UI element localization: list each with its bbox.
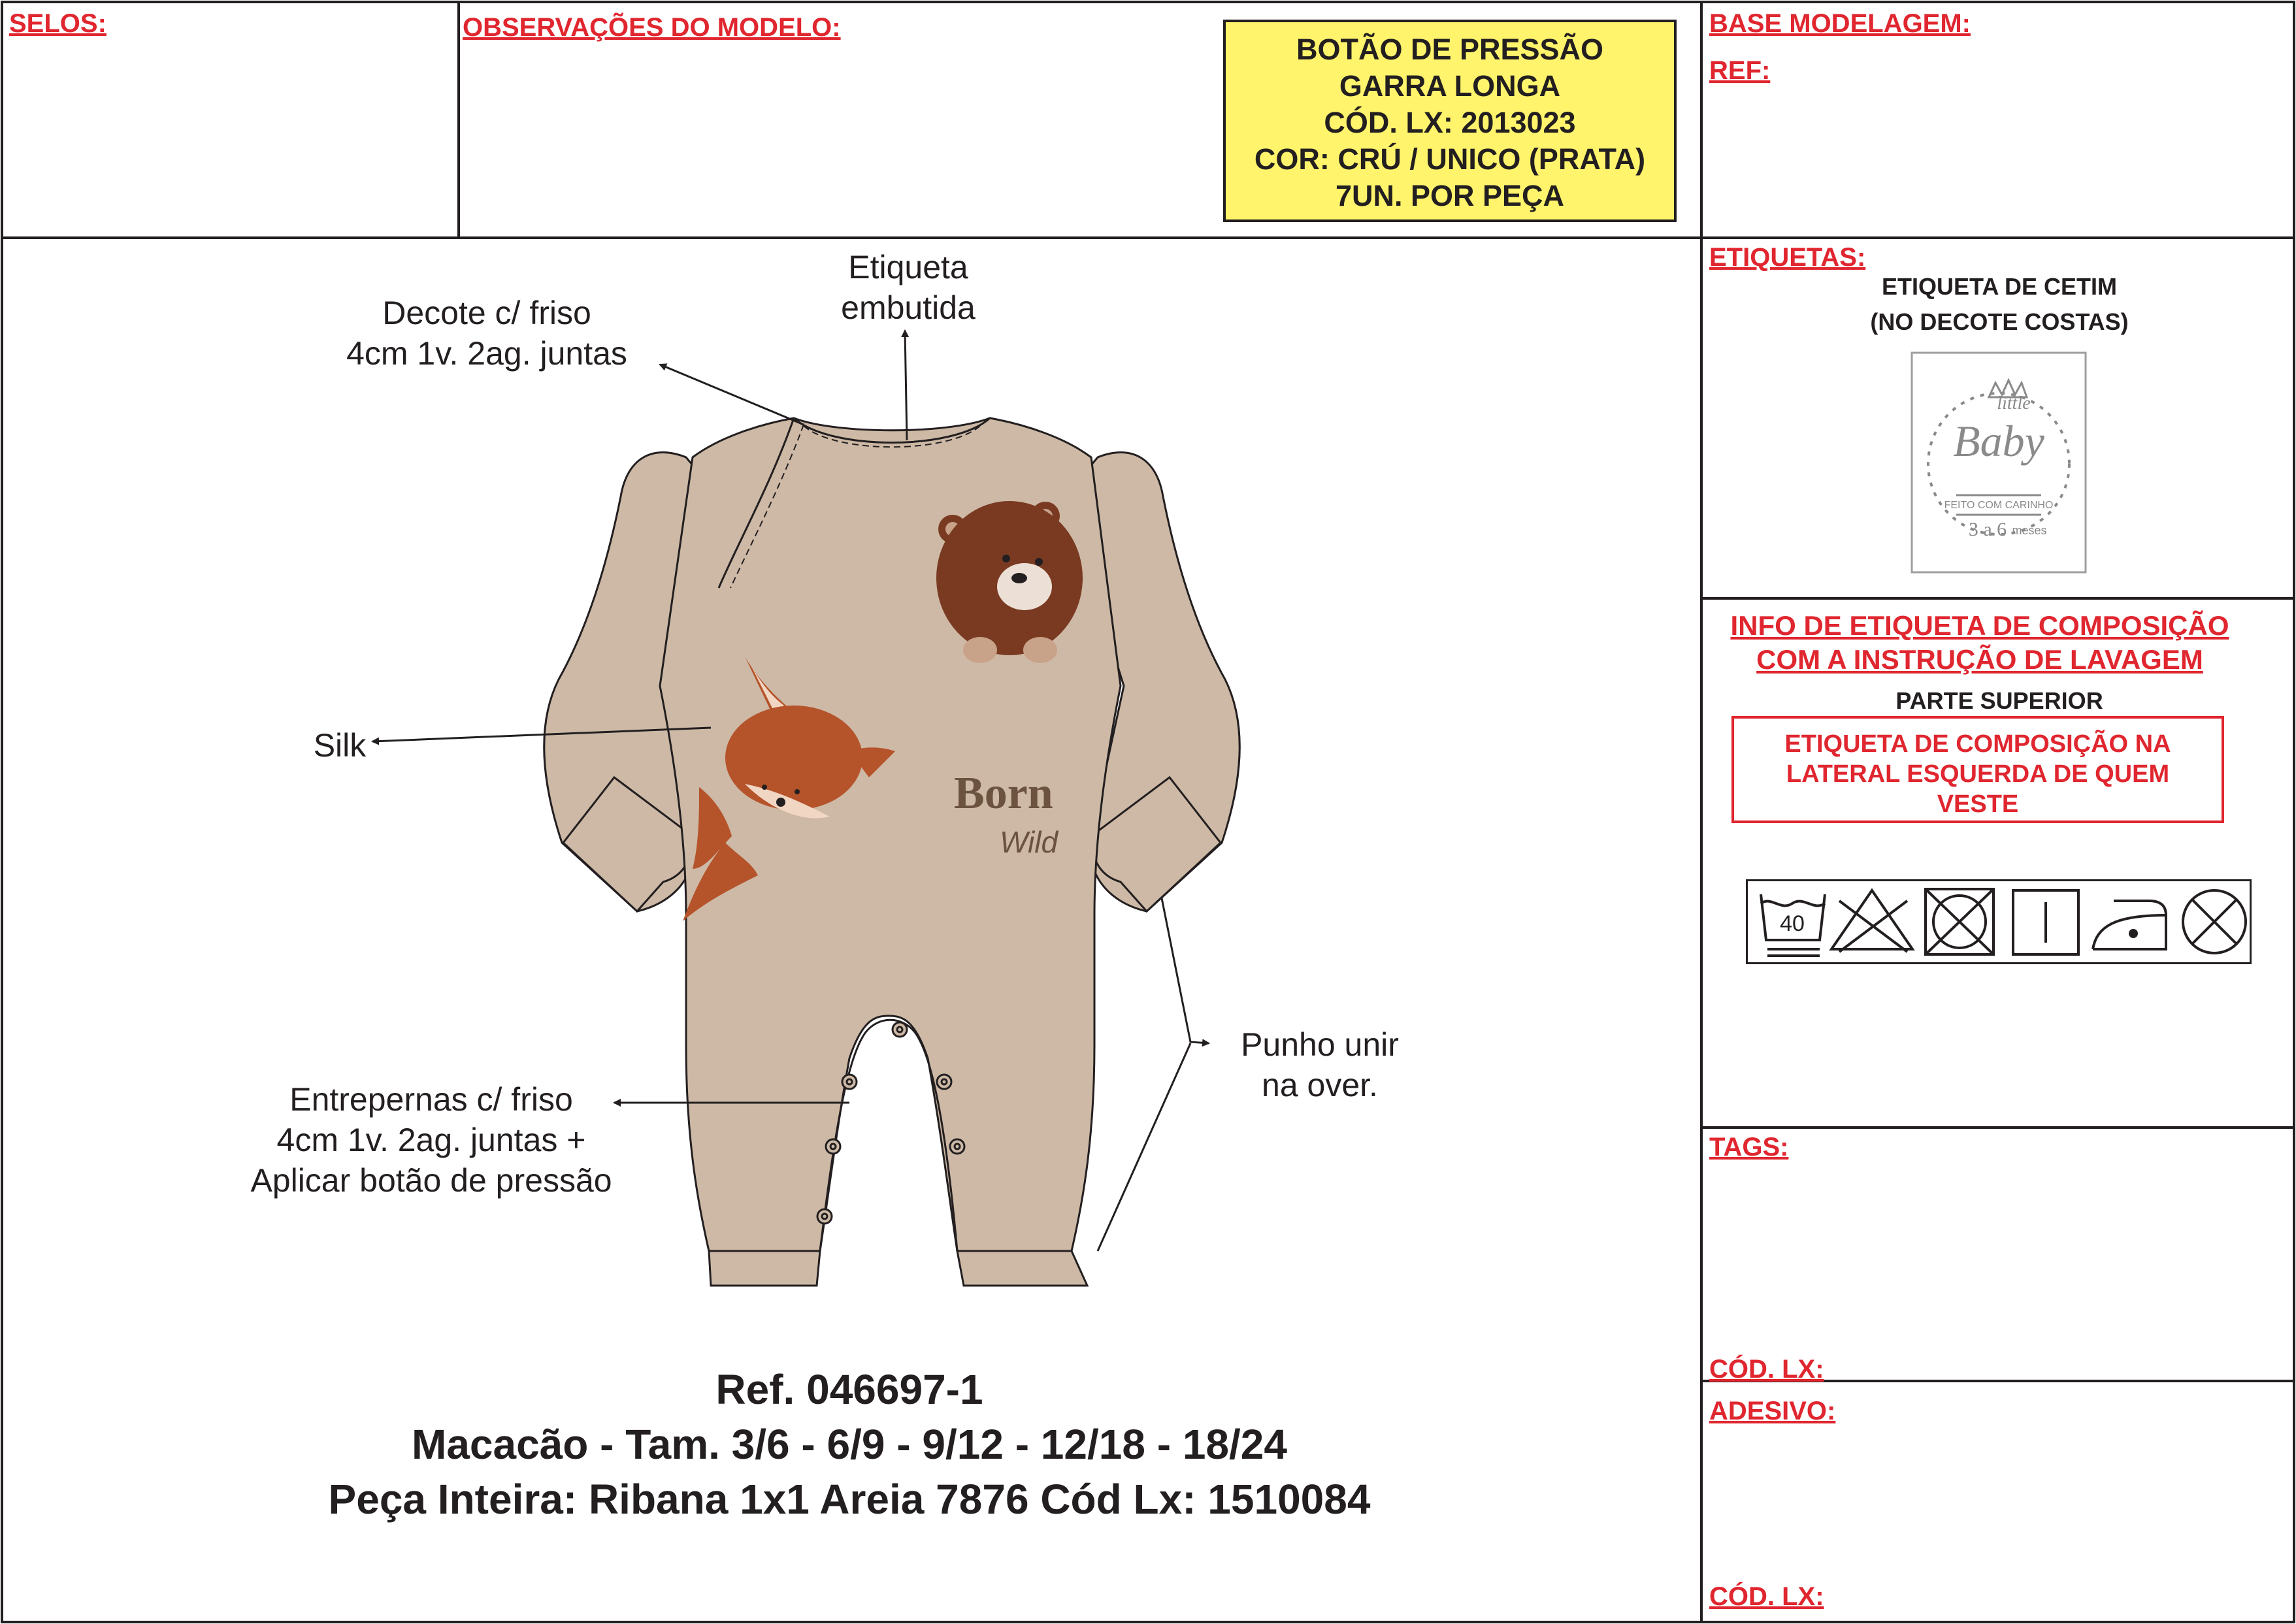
etiqueta-desc-2: (NO DECOTE COSTAS) (1870, 308, 2129, 335)
etiqueta-desc-1: ETIQUETA DE CETIM (1882, 273, 2117, 300)
print-wild-text: Wild (1000, 825, 1058, 859)
etiqueta-line: embutida (841, 289, 976, 326)
label-size: 3 a 6 (1968, 519, 2007, 540)
comp-line: LATERAL ESQUERDA DE QUEM (1786, 760, 2170, 788)
label-brand-small: little (1997, 393, 2031, 414)
cod-lx-adesivo: CÓD. LX: (1709, 1582, 1824, 1611)
button-spec-line: CÓD. LX: 2013023 (1324, 106, 1576, 139)
adesivo-label: ADESIVO: (1709, 1397, 1836, 1425)
etiqueta-line: Etiqueta (848, 249, 968, 285)
entrepernas-line: Aplicar botão de pressão (250, 1162, 612, 1199)
print-born-text: Born (954, 768, 1053, 819)
line-dry-icon (2013, 890, 2078, 954)
button-spec-line: GARRA LONGA (1339, 69, 1561, 103)
entrepernas-line: 4cm 1v. 2ag. juntas + (276, 1122, 586, 1158)
punho-line: Punho unir (1241, 1026, 1399, 1063)
left-leg-cuff (709, 1251, 820, 1286)
iron-low-icon (2093, 901, 2166, 949)
decote-line: 4cm 1v. 2ag. juntas (346, 335, 627, 372)
label-tagline: FEITO COM CARINHO (1944, 500, 2054, 511)
wash-temp: 40 (1780, 911, 1805, 936)
parte-superior: PARTE SUPERIOR (1895, 687, 2103, 714)
satin-label (1911, 351, 2087, 574)
decote-line: Decote c/ friso (382, 295, 591, 331)
selos-label: SELOS: (9, 9, 107, 38)
button-spec-line: BOTÃO DE PRESSÃO (1296, 33, 1604, 66)
composition-info-title (1705, 609, 2254, 677)
cod-lx-tags: CÓD. LX: (1709, 1355, 1824, 1384)
base-modelagem-label: BASE MODELAGEM: (1709, 9, 1971, 38)
ref-label: REF: (1709, 56, 1771, 85)
punho-line: na over. (1262, 1067, 1378, 1103)
comp-line: VESTE (1937, 790, 2019, 818)
decote-arrow (660, 365, 804, 425)
label-size-unit: meses (2012, 524, 2047, 537)
label-brand: Baby (1953, 416, 2044, 466)
etiqueta-callout (804, 247, 1013, 328)
punho-callout (1212, 1024, 1428, 1105)
punho-arrow-top (1162, 898, 1209, 1043)
product-fabric: Peça Inteira: Ribana 1x1 Areia 7876 Cód Lx: 1510084 (328, 1476, 1371, 1523)
no-dry-clean-icon (2183, 890, 2246, 953)
info-title-line: INFO DE ETIQUETA DE COMPOSIÇÃO (1730, 610, 2229, 641)
punho-arrow-bottom (1098, 1043, 1190, 1251)
entrepernas-line: Entrepernas c/ friso (289, 1081, 573, 1118)
composition-placement-box (1731, 716, 2224, 823)
button-spec-line: 7UN. POR PEÇA (1335, 179, 1565, 212)
product-ref: Ref. 046697-1 (715, 1366, 983, 1413)
tags-label: TAGS: (1709, 1133, 1789, 1161)
decote-callout (314, 293, 660, 374)
button-spec-line: COR: CRÚ / UNICO (PRATA) (1254, 142, 1646, 176)
right-leg-cuff (957, 1251, 1087, 1286)
observacoes-label: OBSERVAÇÕES DO MODELO: (463, 13, 841, 42)
entrepernas-callout (209, 1079, 653, 1201)
etiquetas-label: ETIQUETAS: (1709, 243, 1866, 272)
wash-40-icon (1761, 894, 1825, 956)
comp-line: ETIQUETA DE COMPOSIÇÃO NA (1784, 730, 2171, 758)
product-sizes: Macacão - Tam. 3/6 - 6/9 - 9/12 - 12/18 - 18/24 (412, 1421, 1287, 1468)
no-tumble-dry-icon (1926, 889, 1993, 954)
etiqueta-arrow (905, 331, 907, 440)
product-reference (196, 1362, 1503, 1527)
silk-callout: Silk (313, 727, 367, 764)
no-bleach-icon (1831, 890, 1912, 952)
info-title-line: COM A INSTRUÇÃO DE LAVAGEM (1756, 644, 2203, 675)
care-symbols (1746, 879, 2252, 964)
